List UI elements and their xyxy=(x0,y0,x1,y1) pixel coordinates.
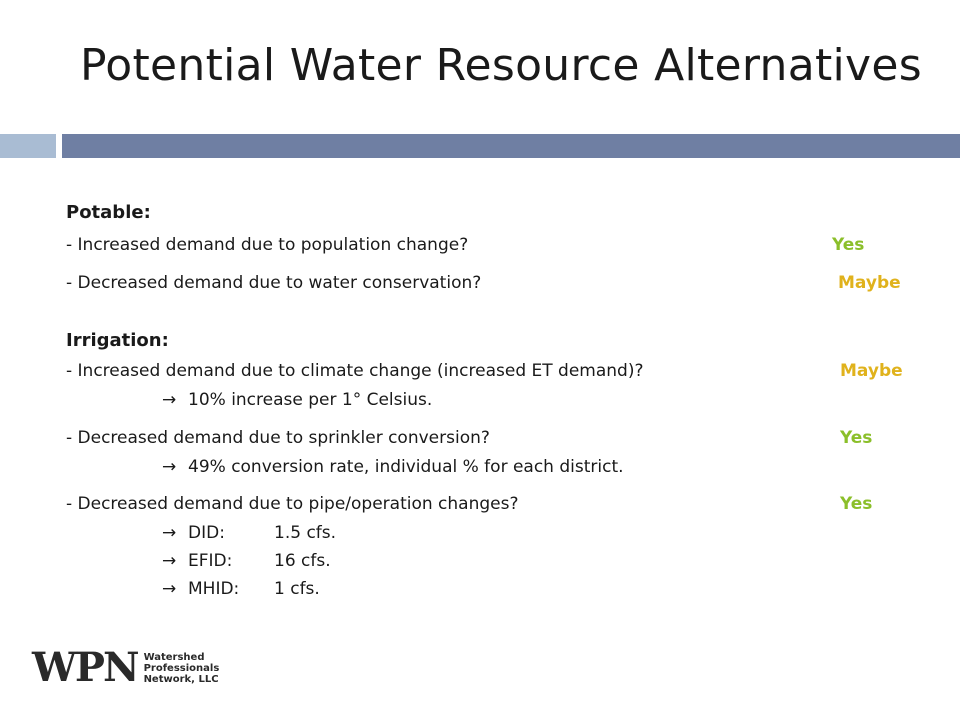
arrow-right-icon: → xyxy=(162,551,177,571)
pipe-detail-efid xyxy=(162,551,331,571)
arrow-right-icon: → xyxy=(162,390,177,410)
logo-subtitle xyxy=(144,652,220,685)
detail-label: DID: xyxy=(188,523,225,543)
logo-wordmark: WPN xyxy=(32,644,138,691)
logo-line: Network, LLC xyxy=(143,673,219,685)
pipe-detail-mhid xyxy=(162,579,320,599)
potable-heading: Potable: xyxy=(66,202,151,223)
answer-maybe: Maybe xyxy=(838,273,901,293)
irrigation-item-sprinkler: - Decreased demand due to sprinkler conversion? xyxy=(66,428,490,448)
answer-maybe: Maybe xyxy=(840,361,903,381)
answer-yes: Yes xyxy=(840,428,873,448)
accent-bar-main xyxy=(62,134,960,158)
accent-bar-left xyxy=(0,134,56,158)
note-text: 49% conversion rate, individual % for each district. xyxy=(188,457,624,477)
detail-value: 1 cfs. xyxy=(274,579,320,599)
answer-yes: Yes xyxy=(832,235,865,255)
slide-title: Potential Water Resource Alternatives xyxy=(80,40,922,91)
detail-label: EFID: xyxy=(188,551,233,571)
detail-value: 16 cfs. xyxy=(274,551,331,571)
answer-yes: Yes xyxy=(840,494,873,514)
climate-note xyxy=(162,390,432,410)
irrigation-item-pipe: - Decreased demand due to pipe/operation changes? xyxy=(66,494,519,514)
potable-item-conservation: - Decreased demand due to water conservation? xyxy=(66,273,482,293)
detail-label: MHID: xyxy=(188,579,240,599)
arrow-right-icon: → xyxy=(162,579,177,599)
note-text: 10% increase per 1° Celsius. xyxy=(188,390,433,410)
arrow-right-icon: → xyxy=(162,523,177,543)
irrigation-heading: Irrigation: xyxy=(66,330,169,351)
arrow-right-icon: → xyxy=(162,457,177,477)
wpn-logo xyxy=(32,644,220,691)
irrigation-item-climate: - Increased demand due to climate change (increased ET demand)? xyxy=(66,361,644,381)
sprinkler-note xyxy=(162,457,624,477)
logo-line: Watershed xyxy=(143,651,205,663)
potable-item-population: - Increased demand due to population change? xyxy=(66,235,469,255)
detail-value: 1.5 cfs. xyxy=(274,523,337,543)
pipe-detail-did xyxy=(162,523,336,543)
logo-line: Professionals xyxy=(143,662,220,674)
